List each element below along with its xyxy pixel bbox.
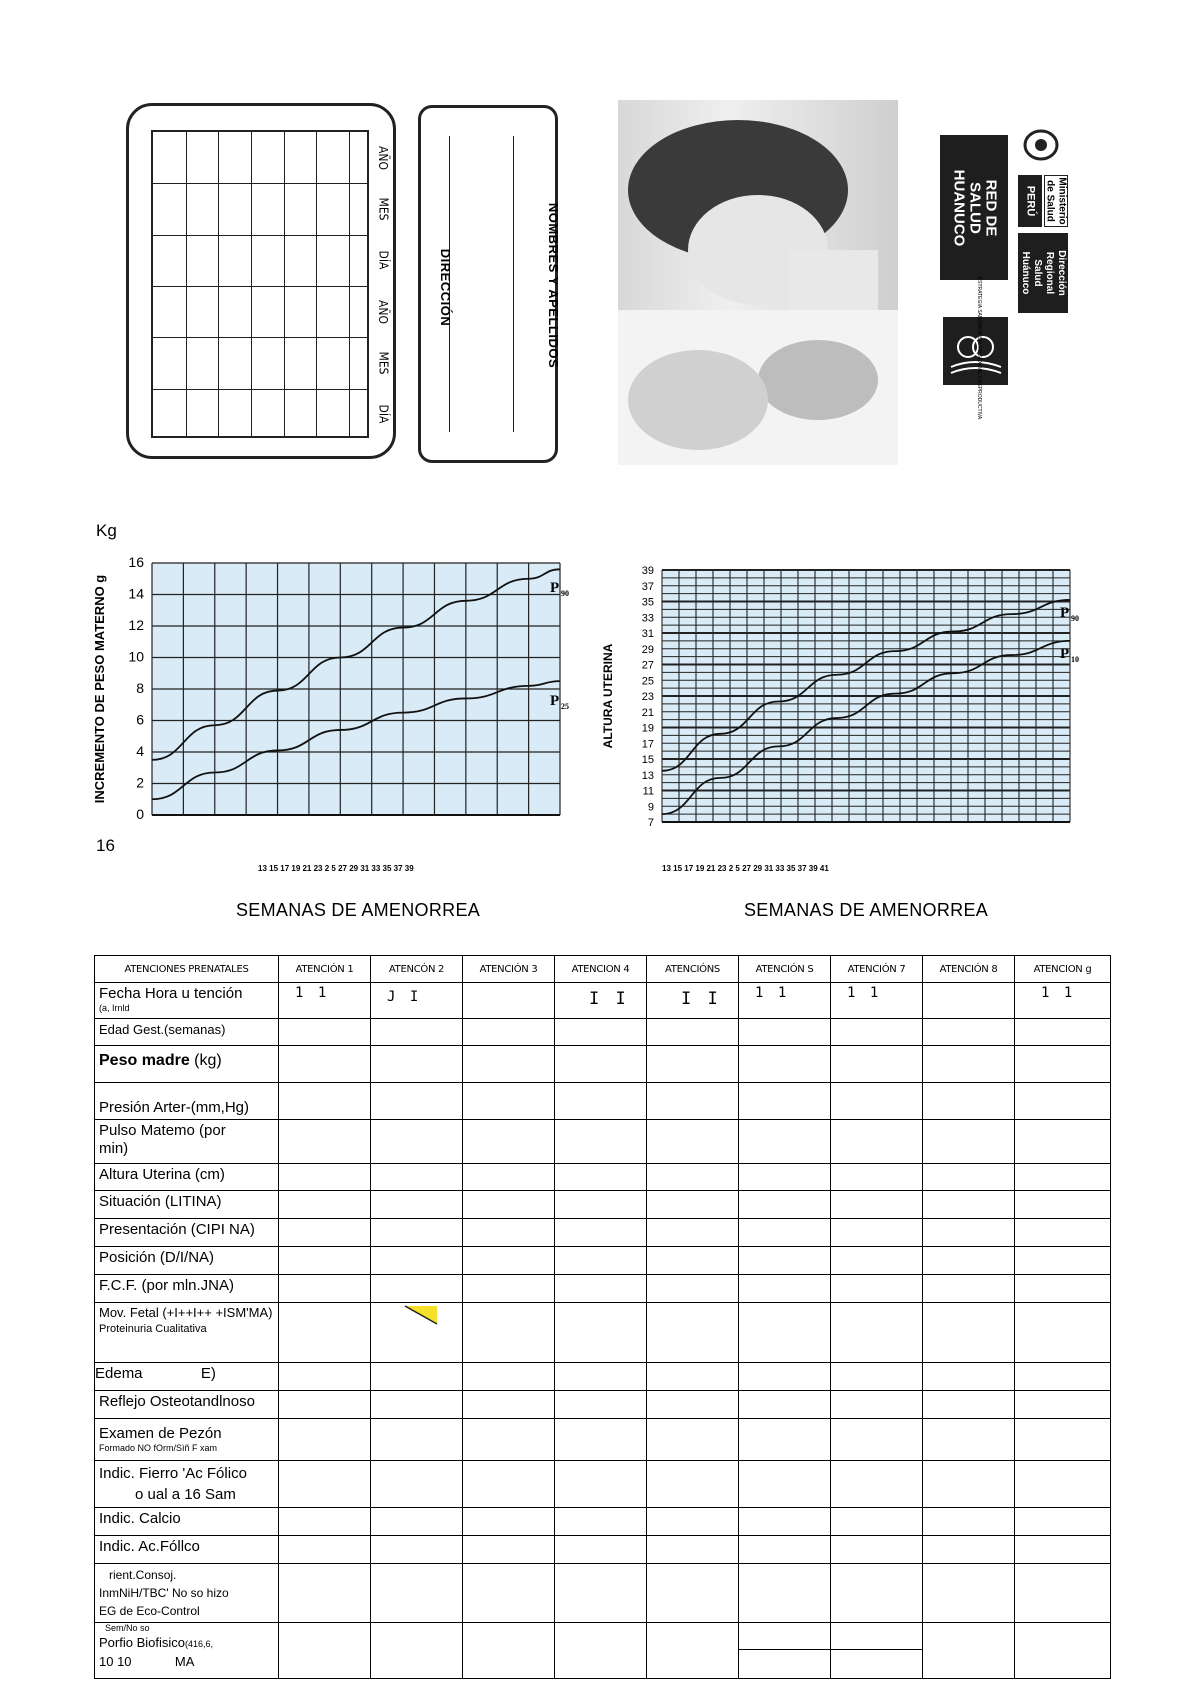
y-tick-label: 13 — [641, 769, 654, 782]
series-label-p90: P — [550, 580, 560, 596]
series-label-p90: P — [1060, 605, 1070, 621]
y-tick-label: 23 — [641, 691, 654, 703]
name-line — [513, 136, 514, 432]
table-cell[interactable] — [831, 1363, 923, 1391]
table-cell[interactable] — [463, 1363, 555, 1391]
table-cell[interactable] — [739, 1391, 831, 1419]
table-cell[interactable] — [279, 1083, 371, 1120]
table-cell[interactable] — [279, 1303, 371, 1363]
table-cell[interactable] — [279, 1120, 371, 1164]
table-cell[interactable] — [279, 1164, 371, 1191]
ministry-label: Ministerio de Salud — [1044, 175, 1068, 227]
table-cell[interactable] — [831, 1536, 923, 1564]
table-cell[interactable] — [555, 1303, 647, 1363]
table-cell[interactable] — [463, 1247, 555, 1275]
table-cell[interactable] — [923, 1623, 1015, 1679]
table-cell[interactable] — [647, 1536, 739, 1564]
table-row — [95, 1623, 1111, 1679]
x-tick-caption: 13 15 17 19 21 23 2 5 27 29 31 33 35 37 39 — [258, 864, 414, 873]
table-cell[interactable] — [739, 1623, 831, 1679]
table-cell[interactable] — [279, 1461, 371, 1508]
y-tick-label: 12 — [128, 617, 144, 633]
series-label-sub-p90: 90 — [561, 589, 569, 598]
table-cell[interactable] — [371, 1275, 463, 1303]
table-cell[interactable] — [739, 1219, 831, 1247]
table-cell[interactable] — [647, 1019, 739, 1046]
table-cell[interactable] — [831, 1120, 923, 1164]
y-tick-label: 29 — [641, 643, 654, 656]
y-tick-label: 7 — [647, 817, 654, 829]
table-cell[interactable] — [923, 1564, 1015, 1623]
table-cell[interactable] — [647, 1191, 739, 1219]
y-tick-label: 4 — [136, 743, 144, 759]
table-cell[interactable] — [923, 1120, 1015, 1164]
header-cell: ATENCIÓN 1 — [279, 956, 371, 983]
date-label: AÑO — [376, 145, 391, 170]
weight-chart-xlabel: SEMANAS DE AMENORREA — [236, 900, 481, 920]
prenatal-care-table — [94, 955, 1111, 1679]
y-axis-label: INCREMENTO DE PESO MATERNO g — [92, 574, 107, 804]
table-cell[interactable] — [739, 1275, 831, 1303]
table-cell[interactable] — [555, 1247, 647, 1275]
table-cell[interactable] — [831, 1564, 923, 1623]
table-cell[interactable] — [371, 1536, 463, 1564]
table-cell[interactable] — [463, 983, 555, 1019]
table-cell[interactable] — [279, 1363, 371, 1391]
weight-unit-label: Kg — [96, 521, 117, 540]
address-label: DIRECCIÓN — [438, 248, 454, 327]
date-box — [126, 103, 396, 459]
names-label: NOMBRES Y APELLIDOS — [546, 202, 562, 369]
table-cell[interactable] — [739, 1247, 831, 1275]
x-tick-caption: 13 15 17 19 21 23 2 5 27 29 31 33 35 37 39 41 — [662, 864, 829, 873]
table-header-row — [95, 956, 1111, 983]
row-label: Presentación (CIPI NA) — [95, 1219, 279, 1247]
y-tick-label: 35 — [641, 596, 654, 609]
table-cell[interactable] — [923, 1164, 1015, 1191]
table-cell[interactable] — [1015, 1391, 1111, 1419]
table-cell[interactable] — [1015, 1247, 1111, 1275]
table-cell[interactable] — [463, 1508, 555, 1536]
table-cell[interactable] — [923, 1083, 1015, 1120]
table-cell[interactable] — [831, 1019, 923, 1046]
y-axis-label: ALTURA UTERINA — [601, 643, 615, 749]
header-cell: ATENCIÓNS — [647, 956, 739, 983]
table-cell[interactable]: 1 1 — [279, 983, 371, 1019]
y-tick-label: 9 — [647, 801, 654, 814]
table-cell[interactable] — [1015, 1083, 1111, 1120]
y-tick-label: 25 — [641, 675, 654, 688]
name-address-box — [418, 105, 562, 463]
table-cell[interactable] — [371, 1419, 463, 1461]
carnet-cover — [118, 95, 1118, 475]
table-cell[interactable] — [279, 1191, 371, 1219]
table-cell[interactable] — [1015, 1219, 1111, 1247]
row-label: F.C.F. (por mln.JNA) — [95, 1275, 279, 1303]
table-cell[interactable] — [279, 1275, 371, 1303]
y-tick-label: 6 — [136, 711, 144, 728]
table-cell[interactable] — [463, 1019, 555, 1046]
table-row — [95, 1564, 1111, 1623]
table-cell[interactable] — [923, 1508, 1015, 1536]
table-cell[interactable]: 1 1 — [1015, 983, 1111, 1019]
table-cell[interactable]: J I — [371, 983, 463, 1019]
table-cell[interactable] — [279, 1419, 371, 1461]
row-label: Edema E) — [95, 1363, 279, 1391]
table-cell[interactable] — [1015, 1623, 1111, 1679]
cell-divider — [739, 1649, 830, 1650]
table-cell[interactable] — [279, 1046, 371, 1083]
table-cell[interactable] — [463, 1219, 555, 1247]
date-label: MES — [376, 197, 390, 221]
table-cell[interactable] — [555, 1623, 647, 1679]
table-row — [95, 1508, 1111, 1536]
table-cell[interactable] — [647, 1046, 739, 1083]
series-label-sub-p90: 90 — [1071, 614, 1079, 623]
peru-label: PERÚ — [1018, 175, 1042, 227]
uterine-chart-xlabel: SEMANAS DE AMENORREA — [744, 900, 989, 920]
table-cell[interactable] — [739, 1191, 831, 1219]
weight-bottom-label: 16 — [96, 836, 115, 855]
coat-of-arms-icon — [1021, 125, 1061, 165]
y-tick-label: 14 — [128, 585, 144, 602]
table-cell[interactable] — [1015, 1164, 1111, 1191]
date-label: MES — [376, 351, 390, 375]
table-cell[interactable] — [555, 1083, 647, 1120]
table-row — [95, 1120, 1111, 1164]
table-cell[interactable] — [647, 1164, 739, 1191]
table-cell[interactable] — [831, 1164, 923, 1191]
table-row — [95, 1083, 1111, 1120]
row-label: Presión Arter-(mm,Hg) — [95, 1083, 279, 1120]
table-cell[interactable] — [279, 1219, 371, 1247]
row-label: Examen de Pezón Formado NO fOrm/Sìñ F xam — [95, 1419, 279, 1461]
header-cell: ATENCIÓN S — [739, 956, 831, 983]
date-label: AÑO — [376, 299, 391, 324]
table-cell[interactable] — [555, 1046, 647, 1083]
table-cell[interactable] — [647, 1363, 739, 1391]
series-label-p25: P — [550, 693, 560, 709]
table-cell[interactable] — [831, 1083, 923, 1120]
table-cell[interactable] — [647, 1419, 739, 1461]
table-cell[interactable] — [463, 1046, 555, 1083]
table-cell[interactable] — [463, 1536, 555, 1564]
table-cell[interactable] — [555, 1461, 647, 1508]
series-label-p10: P — [1060, 646, 1070, 662]
table-cell[interactable] — [279, 1247, 371, 1275]
table-cell[interactable] — [831, 1623, 923, 1679]
table-cell[interactable] — [647, 1303, 739, 1363]
table-cell[interactable] — [1015, 1191, 1111, 1219]
y-tick-label: 8 — [136, 680, 144, 696]
table-cell[interactable] — [831, 1219, 923, 1247]
table-cell[interactable]: 1 1 — [739, 983, 831, 1019]
y-tick-label: 10 — [128, 648, 144, 665]
series-label-sub-p10: 10 — [1071, 655, 1079, 664]
yellow-marker — [399, 1304, 459, 1334]
table-cell[interactable] — [371, 1219, 463, 1247]
table-row — [95, 1219, 1111, 1247]
table-cell[interactable] — [739, 1164, 831, 1191]
table-cell[interactable] — [739, 1508, 831, 1536]
table-cell[interactable] — [1015, 1303, 1111, 1363]
table-cell[interactable] — [739, 1046, 831, 1083]
row-label: Situación (LITINA) — [95, 1191, 279, 1219]
table-row — [95, 1019, 1111, 1046]
table-cell[interactable] — [923, 1419, 1015, 1461]
table-cell[interactable] — [923, 1046, 1015, 1083]
table-cell[interactable] — [555, 1164, 647, 1191]
table-cell[interactable] — [1015, 1536, 1111, 1564]
table-cell[interactable] — [831, 1046, 923, 1083]
table-cell[interactable] — [647, 1120, 739, 1164]
table-row — [95, 1303, 1111, 1363]
table-row — [95, 1419, 1111, 1461]
table-cell[interactable] — [923, 1536, 1015, 1564]
cell-divider — [831, 1649, 922, 1650]
table-cell[interactable] — [279, 1391, 371, 1419]
table-cell[interactable] — [371, 1046, 463, 1083]
table-cell[interactable] — [647, 1391, 739, 1419]
table-cell[interactable]: I I — [555, 983, 647, 1019]
table-cell[interactable] — [555, 1120, 647, 1164]
uterine-height-chart — [590, 560, 1110, 885]
table-cell[interactable] — [1015, 1508, 1111, 1536]
table-cell[interactable] — [647, 1508, 739, 1536]
table-cell[interactable] — [555, 1191, 647, 1219]
table-cell[interactable] — [739, 1564, 831, 1623]
table-cell[interactable] — [555, 1219, 647, 1247]
date-grid — [151, 130, 391, 438]
table-cell[interactable]: I I — [647, 983, 739, 1019]
table-cell[interactable] — [279, 1536, 371, 1564]
table-row — [95, 1461, 1111, 1508]
table-cell[interactable] — [1015, 1120, 1111, 1164]
table-cell[interactable] — [555, 1019, 647, 1046]
table-cell[interactable] — [739, 1536, 831, 1564]
series-label-sub-p25: 25 — [561, 702, 569, 711]
row-label: Reflejo Osteotandlnoso — [95, 1391, 279, 1419]
table-cell[interactable] — [1015, 1019, 1111, 1046]
table-cell[interactable] — [923, 1219, 1015, 1247]
grid-line — [284, 132, 285, 436]
table-cell[interactable] — [555, 1536, 647, 1564]
row-label: Sem/No so Porfio Biofisico(416,6, 10 10 MA — [95, 1623, 279, 1679]
table-cell[interactable] — [739, 1419, 831, 1461]
table-cell[interactable] — [555, 1363, 647, 1391]
y-tick-label: 39 — [641, 565, 654, 577]
table-cell[interactable] — [647, 1461, 739, 1508]
grid-line — [218, 132, 219, 436]
table-cell[interactable] — [1015, 1275, 1111, 1303]
table-row — [95, 983, 1111, 1019]
grid-line — [251, 132, 252, 436]
y-tick-label: 16 — [128, 555, 144, 570]
table-cell[interactable] — [923, 1391, 1015, 1419]
table-cell[interactable] — [831, 1275, 923, 1303]
table-cell[interactable] — [463, 1419, 555, 1461]
table-cell[interactable] — [371, 1019, 463, 1046]
table-cell[interactable] — [831, 1303, 923, 1363]
row-label: Indic. Fierro 'Ac Fólico o ual a 16 Sam — [95, 1461, 279, 1508]
table-cell[interactable] — [371, 1363, 463, 1391]
table-cell[interactable] — [831, 1247, 923, 1275]
table-cell[interactable] — [739, 1363, 831, 1391]
row-label: Indic. Calcio — [95, 1508, 279, 1536]
table-cell[interactable] — [371, 1623, 463, 1679]
y-tick-label: 33 — [641, 612, 654, 625]
table-cell[interactable] — [371, 1461, 463, 1508]
row-label: Edad Gest.(semanas) — [95, 1019, 279, 1046]
table-cell[interactable] — [739, 1120, 831, 1164]
row-label: Posición (D/I/NA) — [95, 1247, 279, 1275]
table-cell[interactable] — [555, 1419, 647, 1461]
table-cell[interactable] — [647, 1219, 739, 1247]
table-cell[interactable] — [1015, 1419, 1111, 1461]
table-cell[interactable] — [923, 1275, 1015, 1303]
table-row — [95, 1046, 1111, 1083]
cover-photo — [618, 100, 898, 465]
grid-line — [349, 132, 350, 436]
table-cell[interactable] — [279, 1508, 371, 1536]
table-cell[interactable] — [371, 1303, 463, 1363]
row-label: Mov. Fetal (+I++I++ +ISM'MA) Proteinuria Cualitativa — [95, 1303, 279, 1363]
table-cell[interactable] — [923, 1303, 1015, 1363]
row-label: Peso madre (kg) — [95, 1046, 279, 1083]
table-cell[interactable] — [555, 1391, 647, 1419]
y-tick-label: 19 — [641, 722, 654, 735]
header-cell: ATENCIÓN 8 — [923, 956, 1015, 983]
table-cell[interactable] — [463, 1461, 555, 1508]
row-label: Altura Uterina (cm) — [95, 1164, 279, 1191]
y-tick-label: 15 — [641, 754, 654, 766]
row-label: Fecha Hora u tención (a, Irnld — [95, 983, 279, 1019]
table-cell[interactable] — [279, 1019, 371, 1046]
table-cell[interactable] — [371, 1120, 463, 1164]
grid-line — [316, 132, 317, 436]
table-cell[interactable] — [463, 1391, 555, 1419]
date-label: DÍA — [375, 404, 390, 424]
table-cell[interactable] — [831, 1508, 923, 1536]
table-cell[interactable] — [923, 1363, 1015, 1391]
header-cell: ATENCIONES PRENATALES — [95, 956, 279, 983]
mother-baby-photo — [618, 100, 898, 465]
table-cell[interactable] — [279, 1564, 371, 1623]
weight-gain-chart — [90, 555, 590, 885]
table-cell[interactable] — [463, 1564, 555, 1623]
table-cell[interactable] — [1015, 1363, 1111, 1391]
table-cell[interactable] — [831, 1461, 923, 1508]
table-row — [95, 1247, 1111, 1275]
table-cell[interactable] — [1015, 1046, 1111, 1083]
table-cell[interactable] — [371, 1083, 463, 1120]
y-tick-label: 0 — [136, 806, 144, 822]
table-cell[interactable] — [923, 1019, 1015, 1046]
table-row — [95, 1391, 1111, 1419]
row-label: Indic. Ac.Fóllco — [95, 1536, 279, 1564]
y-tick-label: 21 — [641, 706, 654, 719]
table-cell[interactable] — [647, 1623, 739, 1679]
table-row — [95, 1536, 1111, 1564]
row-label: Pulso Matemo (por min) — [95, 1120, 279, 1164]
table-cell[interactable] — [555, 1275, 647, 1303]
table-cell[interactable] — [739, 1019, 831, 1046]
table-cell[interactable] — [923, 1191, 1015, 1219]
table-cell[interactable] — [1015, 1564, 1111, 1623]
table-cell[interactable] — [831, 1391, 923, 1419]
table-cell[interactable] — [463, 1164, 555, 1191]
table-cell[interactable] — [371, 1247, 463, 1275]
table-cell[interactable] — [463, 1275, 555, 1303]
table-row — [95, 1164, 1111, 1191]
table-cell[interactable] — [647, 1083, 739, 1120]
table-cell[interactable] — [555, 1564, 647, 1623]
row-label: rient.Consoj. InmNiH/TBC' No so hizo EG de Eco-Control — [95, 1564, 279, 1623]
y-tick-label: 37 — [641, 580, 654, 593]
table-cell[interactable] — [923, 983, 1015, 1019]
table-cell[interactable] — [463, 1623, 555, 1679]
logo-caption: ESTRATEGIA SANITARIA SALUD SEXUAL Y REPRODUCTIVA — [976, 276, 983, 420]
table-cell[interactable] — [739, 1083, 831, 1120]
y-tick-label: 31 — [641, 628, 654, 640]
table-cell[interactable] — [463, 1120, 555, 1164]
table-cell[interactable] — [555, 1508, 647, 1536]
header-cell: ATENCIÓN 3 — [463, 956, 555, 983]
table-row — [95, 1191, 1111, 1219]
table-cell[interactable] — [923, 1461, 1015, 1508]
y-tick-label: 17 — [641, 738, 654, 751]
grid-line — [186, 132, 187, 436]
table-cell[interactable] — [371, 1508, 463, 1536]
ministry-logos — [1018, 175, 1068, 365]
y-tick-label: 11 — [642, 785, 654, 798]
table-cell[interactable] — [371, 1191, 463, 1219]
table-cell[interactable] — [647, 1247, 739, 1275]
network-badge: RED DE SALUD HUANUCO — [940, 135, 1008, 280]
table-cell[interactable] — [463, 1303, 555, 1363]
table-cell[interactable] — [831, 1191, 923, 1219]
header-cell: ATENCION g — [1015, 956, 1111, 983]
header-cell: ATENCIÓN 7 — [831, 956, 923, 983]
table-cell[interactable] — [831, 1419, 923, 1461]
table-cell[interactable] — [923, 1247, 1015, 1275]
table-row — [95, 1275, 1111, 1303]
header-cell: ATENCION 4 — [555, 956, 647, 983]
regional-label: Dirección Regional Salud Huánuco — [1018, 233, 1068, 313]
date-label: DÍA — [375, 250, 390, 270]
y-tick-label: 2 — [136, 774, 144, 791]
table-cell[interactable] — [371, 1564, 463, 1623]
table-cell[interactable] — [647, 1275, 739, 1303]
table-cell[interactable] — [463, 1083, 555, 1120]
table-cell[interactable] — [739, 1461, 831, 1508]
table-cell[interactable] — [279, 1623, 371, 1679]
table-cell[interactable] — [371, 1164, 463, 1191]
header-cell: ATENCÓN 2 — [371, 956, 463, 983]
table-cell[interactable]: 1 1 — [831, 983, 923, 1019]
table-cell[interactable] — [463, 1191, 555, 1219]
table-cell[interactable] — [1015, 1461, 1111, 1508]
y-tick-label: 27 — [641, 659, 654, 672]
table-row — [95, 1363, 1111, 1391]
table-cell[interactable] — [647, 1564, 739, 1623]
table-cell[interactable] — [739, 1303, 831, 1363]
table-cell[interactable] — [371, 1391, 463, 1419]
